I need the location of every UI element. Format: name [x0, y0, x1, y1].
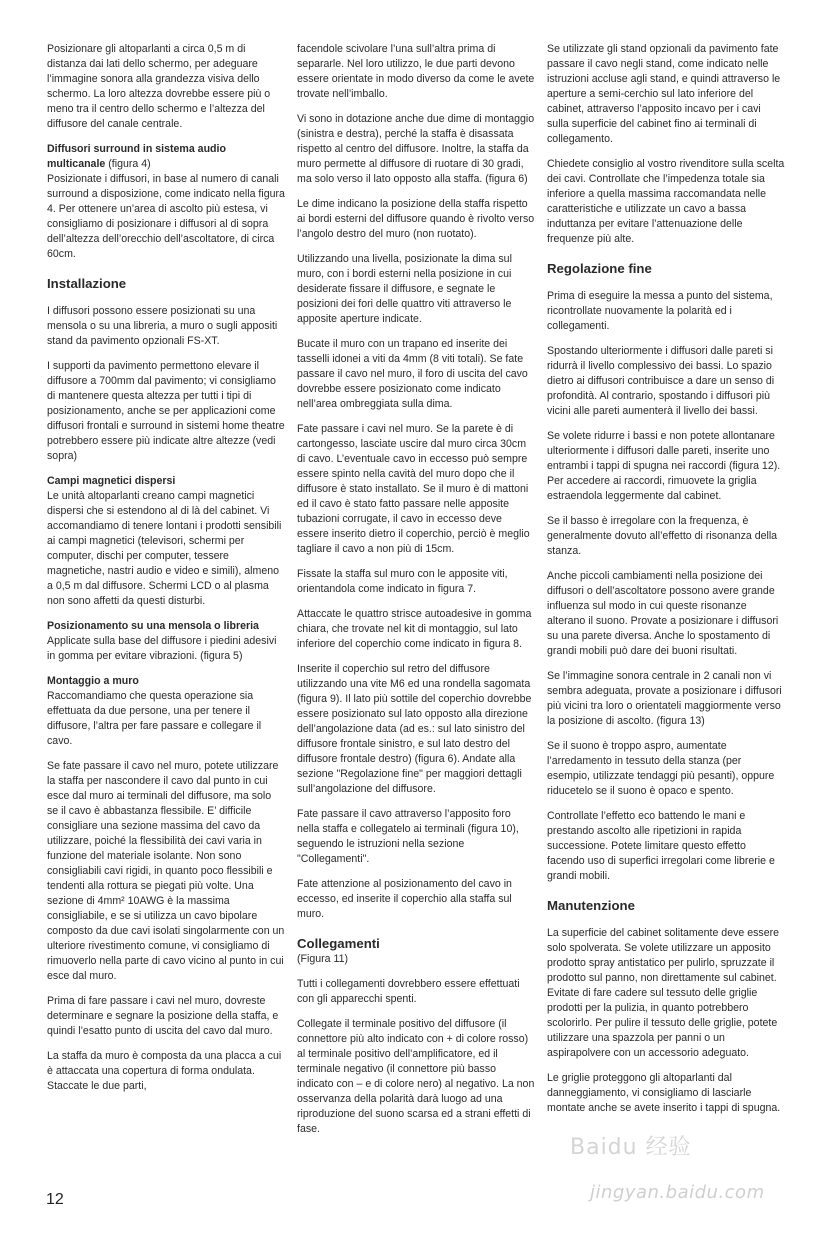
paragraph: Fate passare i cavi nel muro. Se la parete è di cartongesso, lasciate uscire dal muro circa 30cm di cavo. L’eventuale cavo in eccesso può sempre essere spinto nella cavità del muro dopo che il diffusore è stato installato. Se il muro è di mattoni ed il cavo è stato fatto passare nelle apposite tubazioni corrugate, il cavo in eccesso deve essere inserito dietro il coperchio, perciò è meglio tagliare il cavo a non più di 15cm.	[297, 423, 530, 555]
paragraph: Fissate la staffa sul muro con le apposite viti, orientandola come indicato in figura 7.	[297, 568, 508, 595]
paragraph: Collegate il terminale positivo del diffusore (il connettore più alto indicato con + di colore rosso) al terminale positivo dell’amplificatore, ed il terminale negativo (il connettore più basso indicato con – e di colore nero) al negativo. La non osservanza della polarità darà luogo ad una riproduzione del suono scarsa ed a strani effetti di fase.	[297, 1018, 535, 1135]
figure-ref: (figura 4)	[105, 158, 151, 170]
section-title-collegamenti: Collegamenti	[297, 936, 380, 951]
paragraph: Le griglie proteggono gli altoparlanti dal danneggiamento, vi consigliamo di lasciarle montate anche se avete inserito i tappi di spugna.	[547, 1072, 781, 1114]
paragraph: Tutti i collegamenti dovrebbero essere effettuati con gli apparecchi spenti.	[297, 978, 520, 1005]
paragraph: Fate attenzione al posizionamento del cavo in eccesso, ed inserite il coperchio alla staffa sul muro.	[297, 878, 512, 920]
paragraph: Posizionate i diffusori, in base al numero di canali surround a disposizione, come indicato nella figura 4. Per ottenere un’area di ascolto più estesa, vi consigliamo di posizionare i diffusori al di sopra dell’altezza dell’orecchio dell’ascoltatore, di circa 60cm.	[47, 173, 285, 260]
column-2	[297, 42, 535, 1147]
paragraph: Controllate l’effetto eco battendo le mani e prestando ascolto alle ripetizioni in rapida successione. Potete limitare questo effetto facendo uso di superfici irregolari come librerie e grandi mobili.	[547, 810, 775, 882]
figure-ref: (Figura 11)	[297, 953, 349, 965]
section-title-regolazione: Regolazione fine	[547, 261, 652, 276]
watermark-url: jingyan.baidu.com	[590, 1182, 765, 1203]
paragraph: Bucate il muro con un trapano ed inserite dei tasselli idonei a viti da 4mm (8 viti totali). Se fate passare il cavo nel muro, il foro di uscita del cavo dovrebbe essere posizionato come indicato nell’area ombreggiata sulla dima.	[297, 338, 528, 410]
paragraph: I supporti da pavimento permettono elevare il diffusore a 700mm dal pavimento; vi consigliamo di mantenere questa altezza per tutti i tipi di posizionamento, anche se per applicazioni come diffusori frontali e surround in sistemi home theatre potrebbero essere più indicate altre altezze (vedi sopra)	[47, 360, 285, 462]
paragraph: Se il suono è troppo aspro, aumentate l’arredamento in tessuto della stanza (per esempio, utilizzate tendaggi più pesanti), oppure riducetelo se il suono è opaco e spento.	[547, 740, 775, 797]
paragraph: Chiedete consiglio al vostro rivenditore sulla scelta dei cavi. Controllate che l’impedenza totale sia inferiore a quella massima raccomandata nelle caratteristiche e utilizzate un cavo a bassa induttanza per evitare l’attenuazione delle frequenze più alte.	[547, 158, 785, 245]
section-heading-mensola: Posizionamento su una mensola o libreria	[47, 620, 259, 632]
paragraph: Posizionare gli altoparlanti a circa 0,5 m di distanza dai lati dello schermo, per adeguare l’immagine sonora alla grandezza visiva dello schermo. La loro altezza dovrebbe essere più o meno tra il centro dello schermo e l’altezza del diffusore del canale centrale.	[47, 43, 271, 130]
paragraph: Vi sono in dotazione anche due dime di montaggio (sinistra e destra), perché la staffa è disassata rispetto al centro del diffusore. Inoltre, la staffa da muro permette al diffusore di ruotare di 30 gradi, ma solo verso il lato opposto alla staffa. (figura 6)	[297, 113, 535, 185]
paragraph: La superficie del cabinet solitamente deve essere solo spolverata. Se volete utilizzare un apposito prodotto spray antistatico per pulirlo, spruzzate il prodotto sul panno, non direttamente sul cabinet. Evitate di fare cadere sul tessuto delle griglie prodotti per la pulizia, in quanto potrebbero scolorirlo. Per pulire il tessuto delle griglie, potete utilizzare una spazzola per panni o un aspirapolvere con un accessorio adeguato.	[547, 927, 780, 1059]
paragraph: Le dime indicano la posizione della staffa rispetto ai bordi esterni del diffusore quando è rivolto verso l’angolo destro del muro (non ruotato).	[297, 198, 535, 240]
section-heading-campi: Campi magnetici dispersi	[47, 475, 176, 487]
heading-text: Diffusori surround in sistema audio multicanale	[47, 143, 226, 170]
paragraph: Applicate sulla base del diffusore i piedini adesivi in gomma per evitare vibrazioni. (figura 5)	[47, 635, 277, 662]
paragraph: Prima di fare passare i cavi nel muro, dovreste determinare e segnare la posizione della staffa, e quindi l’esatto punto di uscita del cavo dal muro.	[47, 995, 279, 1037]
paragraph: Spostando ulteriormente i diffusori dalle pareti si ridurrà il livello complessivo dei bassi. Lo spazio dietro ai diffusori contribuisce a dare un senso di profondità. Al contrario, spostando i diffusori più vicini alle pareti aumenterà il livello dei bassi.	[547, 345, 775, 417]
paragraph: Le unità altoparlanti creano campi magnetici dispersi che si estendono al di là del cabinet. Vi accomandiamo di tenere lontani i prodotti sensibili ai campi magnetici (televisori, schermi per computer, dischi per computer, tessere magnetiche, nastri audio e video e simili), almeno a 0,5 m dal diffusore. Schermi LCD o al plasma non sono affetti da questi disturbi.	[47, 490, 282, 607]
section-heading-muro: Montaggio a muro	[47, 675, 139, 687]
section-heading-surround	[47, 142, 285, 172]
paragraph: Se fate passare il cavo nel muro, potete utilizzare la staffa per nascondere il cavo dal punto in cui esce dal muro ai terminali del diffusore, ma solo se il cavo è abbastanza flessibile. E’ difficile consigliare una sezione massima del cavo da utilizzare, poiché la flessibilità dei cavi varia in funzione del materiale isolante. Non sono consigliabili cavi rigidi, in quanto poco flessibili e tendenti alla rottura se piegati più volte. Una sezione di 4mm² 10AWG è la massima consigliabile, e se si utilizza un cavo bipolare composto da due cavi isolati singolarmente con un ulteriore rivestimento comune, vi consigliamo di rimuoverlo nella parte di cavo vicino al punto in cui esce dal muro.	[47, 760, 285, 982]
paragraph: Inserite il coperchio sul retro del diffusore utilizzando una vite M6 ed una rondella sagomata (figura 9). Il lato più sottile del coperchio dovrebbe essere posizionato sul lato opposto alla direzione dell’angolazione data (ad es.: sul lato sinistro del diffusore frontale sinistro, e sul lato destro del diffusore frontale destro) (figura 6). Andate alla sezione "Regolazione fine" per maggiori dettagli sull’angolazione del diffusore.	[297, 663, 532, 795]
paragraph: Se il basso è irregolare con la frequenza, è generalmente dovuto all’effetto di risonanza della stanza.	[547, 515, 778, 557]
watermark-logo: Baidu 经验	[570, 1135, 692, 1160]
paragraph: La staffa da muro è composta da una placca a cui è attaccata una copertura di forma ondulata. Staccate le due parti,	[47, 1050, 282, 1092]
paragraph: Raccomandiamo che questa operazione sia effettuata da due persone, una per tenere il diffusore, l’altra per fare passare e collegare il cavo.	[47, 690, 262, 747]
section-title-manutenzione: Manutenzione	[547, 898, 635, 913]
paragraph: Fate passare il cavo attraverso l’apposito foro nella staffa e collegatelo ai terminali (figura 10), seguendo le istruzioni nella sezione "Collegamenti".	[297, 808, 519, 865]
column-3	[547, 42, 785, 1126]
paragraph: Se volete ridurre i bassi e non potete allontanare ulteriormente i diffusori dalle pareti, inserite uno entrambi i tappi di spugna nei raccordi (figura 12). Per accedere ai raccordi, rimuovete la griglia estraendola leggermente dal cabinet.	[547, 430, 781, 502]
paragraph: Se utilizzate gli stand opzionali da pavimento fate passare il cavo negli stand, come indicato nelle istruzioni accluse agli stand, e quindi attraverso le aperture a semi-cerchio sul lato inferiore del cabinet, attraverso l’apposito incavo per i cavi sulla superficie del cabinet fino ai terminali di collegamento.	[547, 43, 781, 145]
paragraph: Se l’immagine sonora centrale in 2 canali non vi sembra adeguata, provate a posizionare i diffusori più vicini tra loro o orientateli maggiormente verso la posizione di ascolto. (figura 13)	[547, 670, 782, 727]
paragraph: facendole scivolare l’una sull’altra prima di separarle. Nel loro utilizzo, le due parti devono essere orientate in modo diverso da come le avete trovate nell’imballo.	[297, 43, 535, 100]
page-number: 12	[46, 1191, 64, 1208]
paragraph: Utilizzando una livella, posizionate la dima sul muro, con i bordi esterni nella posizione in cui desiderate fissare il diffusore, e segnate le posizioni dei fori delle quattro viti attraverso le apposite aperture indicate.	[297, 253, 512, 325]
column-1	[47, 42, 285, 1104]
paragraph: Attaccate le quattro strisce autoadesive in gomma chiara, che trovate nel kit di montaggio, sul lato inferiore del coperchio come indicato in figura 8.	[297, 608, 532, 650]
paragraph: Anche piccoli cambiamenti nella posizione dei diffusori o dell’ascoltatore possono avere grande influenza sul modo in cui queste risonanze alterano il suono. Provate a posizionare i diffusori su una parete diversa. Anche lo spostamento di grandi mobili può dare dei buoni risultati.	[547, 570, 779, 657]
paragraph: I diffusori possono essere posizionati su una mensola o su una libreria, a muro o sugli appositi stand da pavimento opzionali FS-XT.	[47, 305, 278, 347]
paragraph: Prima di eseguire la messa a punto del sistema, ricontrollate nuovamente la polarità ed i collegamenti.	[547, 290, 773, 332]
section-title-installazione: Installazione	[47, 276, 127, 291]
